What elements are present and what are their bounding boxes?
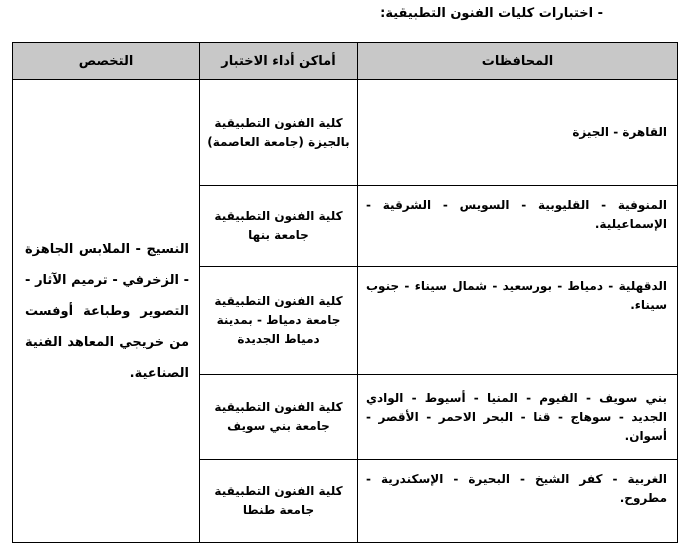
exam-place-cell: كلية الفنون التطبيقية جامعة طنطا (200, 460, 358, 543)
header-governorates: المحافظات (358, 43, 678, 80)
governorates-cell: الغربية - كفر الشيخ - البحيرة - الإسكندرية - مطروح. (358, 460, 678, 543)
header-exam-places: أماكن أداء الاختبار (200, 43, 358, 80)
section-heading: - اختبارات كليات الفنون التطبيقية: (380, 6, 603, 21)
exam-place-cell: كلية الفنون التطبيقية جامعة بنها (200, 186, 358, 267)
exam-locations-table (12, 42, 678, 543)
specialization-cell: النسيج - الملابس الجاهزة - الزخرفي - ترميم الآثار - التصوير وطباعة أوفست من خريجي المعاهد الفنية الصناعية. (13, 80, 200, 543)
header-specialization: التخصص (13, 43, 200, 80)
governorates-cell: الدقهلية - دمياط - بورسعيد - شمال سيناء - جنوب سيناء. (358, 267, 678, 375)
governorates-cell: المنوفية - القليوبية - السويس - الشرقية - الإسماعيلية. (358, 186, 678, 267)
exam-place-cell: كلية الفنون التطبيقية جامعة بني سويف (200, 375, 358, 460)
table-header-row (13, 43, 678, 80)
governorates-cell: القاهرة - الجيزة (358, 80, 678, 186)
table-row (13, 80, 678, 186)
governorates-cell: بني سويف - الفيوم - المنيا - أسيوط - الوادي الجديد - سوهاج - قنا - البحر الاحمر - الأقصر - أسوان. (358, 375, 678, 460)
exam-place-cell: كلية الفنون التطبيقية جامعة دمياط - بمدينة دمياط الجديدة (200, 267, 358, 375)
exam-place-cell: كلية الفنون التطبيقية بالجيزة (جامعة العاصمة) (200, 80, 358, 186)
